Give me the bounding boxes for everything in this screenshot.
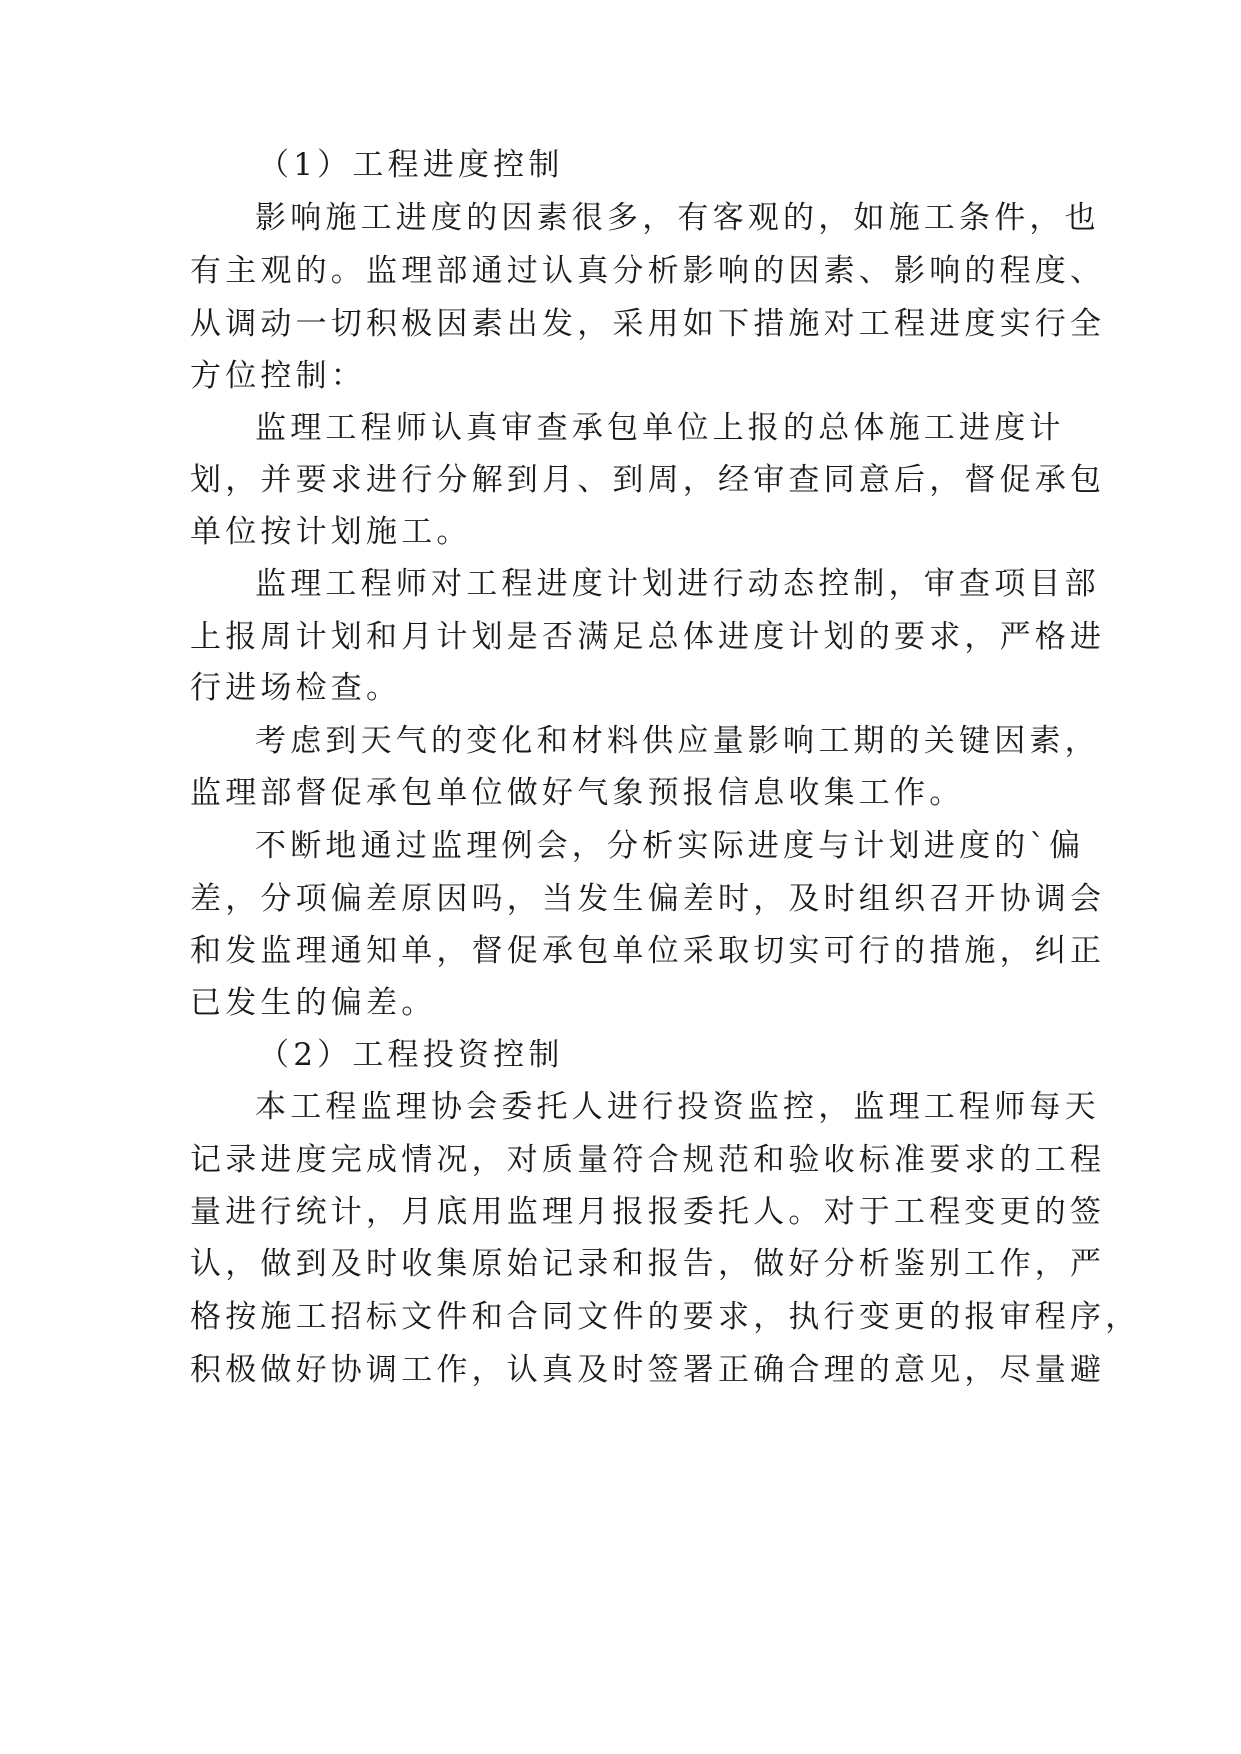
- paragraph-line: 不断地通过监理例会，分析实际进度与计划进度的`偏: [255, 828, 1085, 864]
- paragraph-line: 认，做到及时收集原始记录和报告，做好分析鉴别工作，严: [190, 1246, 1106, 1282]
- paragraph-line: 行进场检查。: [190, 670, 402, 706]
- paragraph-line: 差，分项偏差原因吗，当发生偏差时，及时组织召开协调会: [190, 881, 1106, 917]
- paragraph-line: 已发生的偏差。: [190, 985, 437, 1021]
- paragraph-line: 影响施工进度的因素很多，有客观的，如施工条件，也: [255, 200, 1100, 236]
- paragraph-line: 上报周计划和月计划是否满足总体进度计划的要求，严格进: [190, 619, 1106, 655]
- paragraph-line: 格按施工招标文件和合同文件的要求，执行变更的报审程序，: [190, 1299, 1141, 1335]
- paragraph-line: 监理部督促承包单位做好气象预报信息收集工作。: [190, 775, 965, 811]
- paragraph-line: 和发监理通知单，督促承包单位采取切实可行的措施，纠正: [190, 933, 1106, 969]
- paragraph-line: 监理工程师认真审查承包单位上报的总体施工进度计: [255, 410, 1065, 446]
- section-heading: （2）工程投资控制: [258, 1037, 564, 1073]
- paragraph-line: 本工程监理协会委托人进行投资监控，监理工程师每天: [255, 1089, 1100, 1125]
- paragraph-line: 积极做好协调工作，认真及时签署正确合理的意见，尽量避: [190, 1352, 1106, 1388]
- paragraph-line: 记录进度完成情况，对质量符合规范和验收标准要求的工程: [190, 1142, 1106, 1178]
- paragraph-line: 监理工程师对工程进度计划进行动态控制，审查项目部: [255, 566, 1100, 602]
- paragraph-line: 量进行统计，月底用监理月报报委托人。对于工程变更的签: [190, 1194, 1106, 1230]
- paragraph-line: 单位按计划施工。: [190, 514, 472, 550]
- paragraph-line: 从调动一切积极因素出发，采用如下措施对工程进度实行全: [190, 306, 1106, 342]
- paragraph-line: 考虑到天气的变化和材料供应量影响工期的关键因素，: [255, 723, 1100, 759]
- section-heading: （1）工程进度控制: [258, 147, 564, 183]
- paragraph-line: 划，并要求进行分解到月、到周，经审查同意后，督促承包: [190, 462, 1106, 498]
- paragraph-line: 有主观的。监理部通过认真分析影响的因素、影响的程度、: [190, 253, 1106, 289]
- paragraph-line: 方位控制：: [190, 358, 366, 394]
